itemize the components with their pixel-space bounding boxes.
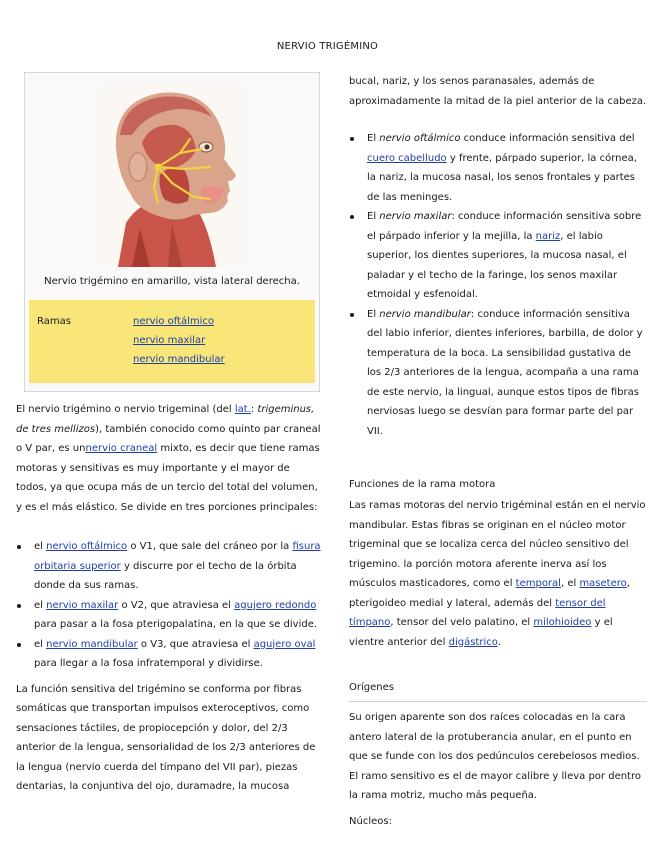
page-title: NERVIO TRIGÉMINO xyxy=(276,41,379,52)
mandibular-nerve-link[interactable]: nervio mandibular xyxy=(46,638,138,650)
sensory-paragraph-continued: bucal, nariz, y los senos paranasales, además de aproximadamente la mitad de la piel anterior de la cabeza. xyxy=(349,76,647,107)
motor-paragraph: Las ramas motoras del nervio trigéminal están en el nervio mandibular. Estas fibras se originan en el núcleo motor trigeminal que se localiza cerca del núcleo sensitivo del trigemino. la porción motora aferente inerva así los músculos masticadores, como el temporal, el masetero, pterigoideo medial y lateral, además del tensor del tímpano, tensor del velo palatino, el milohioideo y el vientre anterior del digástrico. xyxy=(349,500,646,648)
foramen-rotundum-link[interactable]: agujero redondo xyxy=(234,599,317,611)
origins-section-heading: Orígenes xyxy=(349,678,647,702)
right-column xyxy=(349,72,647,831)
superior-orbital-fissure-link[interactable]: fisura orbitaria superior xyxy=(34,541,321,572)
infobox xyxy=(24,72,320,392)
temporal-link[interactable]: temporal xyxy=(515,578,561,589)
left-column xyxy=(16,72,322,797)
branch-link-mandibular[interactable]: nervio mandibular xyxy=(133,354,225,365)
tensor-tympani-link[interactable]: tensor del tímpano xyxy=(349,597,606,628)
foramen-ovale-link[interactable]: agujero oval xyxy=(253,638,316,650)
nuclei-label: Núcleos: xyxy=(349,815,392,827)
portions-list xyxy=(16,537,322,674)
nose-link[interactable]: nariz xyxy=(535,230,561,242)
branches-label: Ramas xyxy=(37,316,71,327)
list-item: El nervio maxilar: conduce información sensitiva sobre el párpado inferior y la mejilla, la nariz, el labio superior, los dientes superiores, la mucosa nasal, el paladar y el techo de la faringe, los senos maxilar etmoidal y esfenoidal. xyxy=(349,207,647,305)
trigeminal-nerve-illustration xyxy=(98,83,246,267)
etymology: trigeminus, de tres mellizos xyxy=(16,404,315,435)
branches-list xyxy=(133,312,225,369)
sensory-paragraph: La función sensitiva del trigémino se conforma por fibras somáticas que transportan impulsos exteroceptivos, como sensaciones táctiles, de propiocepción y dolor, del 2/3 anterior de la lengua, sensorialidad de los 2/3 anteriores de la lengua (nervio cuerda del tímpano del VII par), piezas dentarias, la conjuntiva del ojo, duramadre, la mucosa xyxy=(16,683,316,792)
branch-link-maxillary[interactable]: nervio maxilar xyxy=(133,335,206,346)
list-item: el nervio mandibular o V3, que atraviesa el agujero oval para llegar a la fosa infratemporal y dividirse. xyxy=(16,635,322,674)
list-item: el nervio oftálmico o V1, que sale del cráneo por la fisura orbitaria superior y discurre por el techo de la órbita donde da sus ramas. xyxy=(16,537,322,596)
intro-paragraph: El nervio trigémino o nervio trigeminal (del lat.: trigeminus, de tres mellizos), también conocido como quinto par craneal o V par, es unnervio craneal mixto, es decir que tiene ramas motoras y sensitivas es muy importante y el mayor de todos, ya que ocupa más de un tercio del total del volumen, y es el más elástico. Se divide en tres porciones principales: xyxy=(16,404,321,513)
origins-paragraph: Su origen aparente son dos raíces colocadas en la cara antero lateral de la protuberancia anular, en el punto en que se funde con los dos pedúnculos cerebelosos medios. El ramo sensitivo es el de mayor calibre y lleva por dentro la rama motriz, mucho más pequeña. xyxy=(349,712,641,801)
digastric-link[interactable]: digástrico xyxy=(448,636,498,648)
branches-function-list xyxy=(349,129,647,441)
branch-link-ophthalmic[interactable]: nervio oftálmico xyxy=(133,316,215,327)
lat-link[interactable]: lat. xyxy=(234,404,251,415)
list-item: El nervio oftálmico conduce información sensitiva del cuero cabelludo y frente, párpado superior, la córnea, la nariz, la mucosa nasal, los senos frontales y partes de las meninges. xyxy=(349,129,647,207)
masseter-link[interactable]: masetero xyxy=(579,578,627,589)
motor-section-heading: Funciones de la rama motora xyxy=(349,479,496,490)
branches-table xyxy=(29,300,315,383)
list-item: el nervio maxilar o V2, que atraviesa el agujero redondo para pasar a la fosa pterigopalatina, en la que se divide. xyxy=(16,596,322,635)
figure-caption: Nervio trigémino en amarillo, vista lateral derecha. xyxy=(44,276,300,287)
scalp-link[interactable]: cuero cabelludo xyxy=(367,152,447,164)
list-item: El nervio mandibular: conduce información sensitiva del labio inferior, dientes inferiores, barbilla, de dolor y temperatura de la boca. La sensibilidad gustativa de los 2/3 anteriores de la lengua, acompaña a una rama de este nervio, la lingual, aunque estos tipos de fibras nerviosas luego se desvían para formar parte del par VII. xyxy=(349,305,647,442)
maxillary-nerve-link[interactable]: nervio maxilar xyxy=(46,599,119,611)
cranial-nerve-link[interactable]: nervio craneal xyxy=(85,443,158,454)
mylohyoid-link[interactable]: milohioideo xyxy=(533,617,592,628)
ophthalmic-nerve-link[interactable]: nervio oftálmico xyxy=(46,541,128,552)
